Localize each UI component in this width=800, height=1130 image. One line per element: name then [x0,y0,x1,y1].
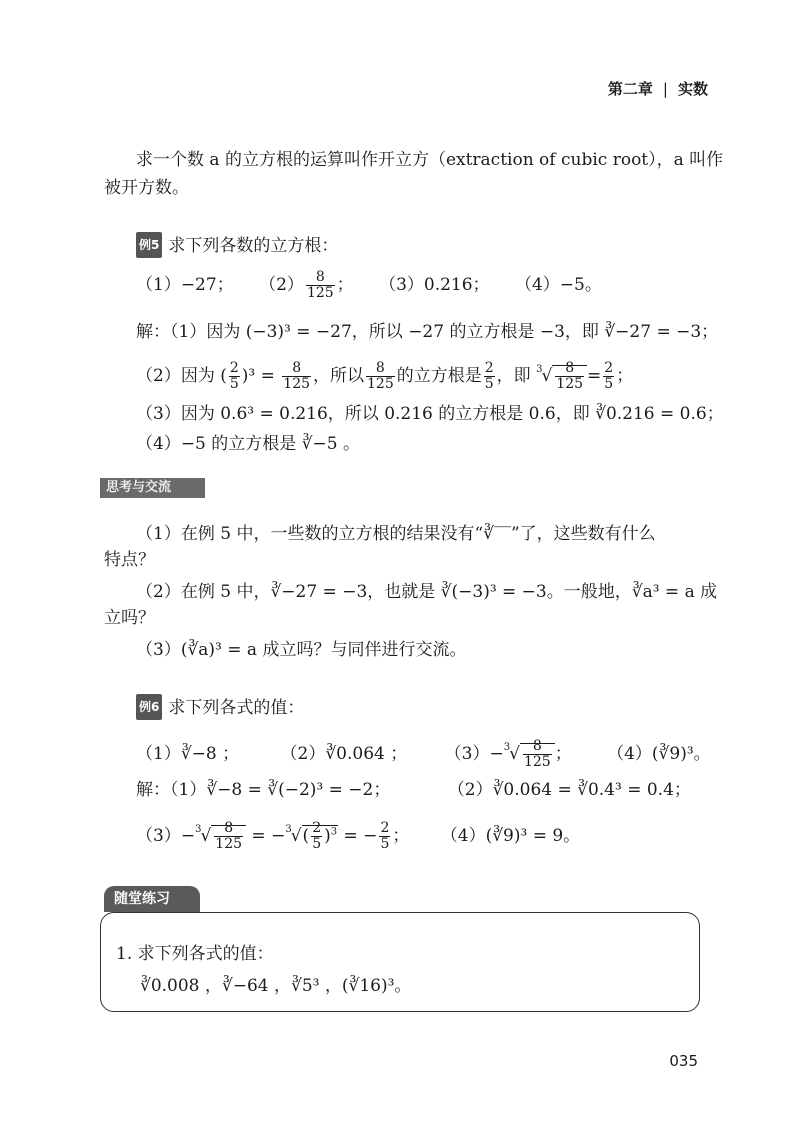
solution2-text-f: = [587,366,602,386]
fraction-8-125 [282,361,311,392]
fraction-numerator: 8 [306,270,335,286]
example6-solution-3-suffix: ； [392,826,410,846]
fraction-denominator: 5 [380,836,390,852]
radicand [552,360,587,392]
cube-root-index: 3 [195,824,202,835]
example5-prompt: 求下列各数的立方根： [168,236,339,256]
solution2-text-a: （2）因为 ( [136,366,227,386]
example5-item-2-prefix: （2） [259,275,304,295]
example5-solution-1: 解：（1）因为 (−3)³ = −27，所以 −27 的立方根是 −3，即 ∛−27 = −3； [136,322,719,342]
practice-question-1-items: ∛0.008 ，∛−64 ，∛5³ ，(∛16)³。 [140,976,412,996]
practice-tab: 随堂练习 [104,886,200,912]
fraction-numerator: 2 [229,360,239,376]
example6-tag: 例6 [136,694,162,720]
fraction-2-5 [311,821,322,852]
example5-tag: 例5 [136,232,162,258]
fraction-numerator: 8 [366,361,395,377]
cube-root-index: 3 [503,742,511,753]
header-separator: | [662,80,668,98]
solution2-text-g: ； [616,366,634,386]
running-header [608,78,708,99]
example6-prompt: 求下列各式的值： [168,698,305,718]
example5-item-4: （4）−5。 [514,275,602,295]
fraction-8-125 [366,361,395,392]
fraction-2-5 [379,821,390,852]
fraction-denominator: 125 [215,836,243,852]
think-question-3: （3）(∛a)³ = a 成立吗？与同伴进行交流。 [136,640,467,660]
example5-items [136,270,602,301]
fraction-denominator: 5 [604,376,614,392]
fraction-numerator: 8 [214,821,243,837]
fraction-8-125 [523,739,552,770]
example6-solution-row-1 [136,778,691,802]
think-question-2a: （2）在例 5 中，∛−27 = −3，也就是 ∛(−3)³ = −3。一般地，∛a³ = a 成 [136,582,718,602]
example6-solution-3-eq2: = − [343,826,378,846]
radicand [211,820,246,852]
think-question-1a: （1）在例 5 中，一些数的立方根的结果没有“∛‾‾”了，这些数有什么 [136,524,656,544]
solution2-text-b: )³ = [241,366,281,386]
example5-solution-2: （2）因为 ( $\frac{2}{5}$ )³ = $\frac{8}{125}$ ，所以 $\frac{8}{125}$ 的立方根是 $\frac{2}{5}$ ，即 $^3$√ $\frac{8}{125}$ = $\frac{2}{5}$ ； [136,360,634,392]
fraction-denominator: 5 [229,376,239,392]
fraction-numerator: 2 [312,820,322,836]
fraction-numerator: 2 [484,360,494,376]
example6-solution-3-prefix: （3）− [136,826,196,846]
example5-item-2-suffix: ； [336,275,354,295]
fraction-numerator: 8 [523,739,552,755]
cube-exponent: 3 [330,826,338,838]
think-banner: 思考与交流 [100,478,205,498]
solution2-text-d: 的立方根是 [396,366,482,386]
fraction-numerator: 2 [380,820,390,836]
example6-item-2: （2）∛0.064 ； [280,744,408,764]
example5-item-3: （3）0.216； [379,275,490,295]
fraction-denominator: 125 [523,754,551,770]
fraction-denominator: 125 [367,376,394,392]
example6-solution-4: （4）(∛9)³ = 9。 [440,826,581,846]
radicand: ( $\frac{2}{5}$ )$^3$ [302,820,338,852]
example6-heading [136,694,304,720]
think-question-1b: 特点？ [104,550,155,570]
fraction-numerator: 8 [282,361,311,377]
example6-items: （1）∛−8 ； （2）∛0.064 ； （3）−$^3$√ $\frac{8}{125}$ ； （4）(∛9)³。 [136,738,711,770]
example6-item-3-prefix: （3）− [444,744,504,764]
fraction-denominator: 5 [312,836,322,852]
example6-item-4: （4）(∛9)³。 [607,744,711,764]
example6-solution-row-2: （3）−$^3$√ $\frac{8}{125}$ = −$^3$√( $\frac{2}{5}$ )$^3$ = − $\frac{2}{5}$ ； （4）(∛9)³ = 9。 [136,820,581,852]
example5-heading [136,232,338,258]
cube-root-index: 3 [285,824,292,835]
fraction-2-5 [603,361,614,392]
fraction-8-125 [306,270,335,301]
example6-solution-2: （2）∛0.064 = ∛0.4³ = 0.4； [447,780,691,800]
example5-solution-4: （4）−5 的立方根是 ∛−5 。 [136,434,360,454]
intro-line-2: 被开方数。 [104,178,189,198]
fraction-denominator: 125 [283,376,311,392]
fraction-denominator: 125 [306,285,334,301]
fraction-numerator: 8 [555,361,584,377]
page-number: 035 [669,1052,698,1070]
example5-item-1: （1）−27； [136,275,234,295]
think-question-2b: 立吗？ [104,608,155,628]
fraction-8-125 [214,821,243,852]
example6-item-3-suffix: ； [554,744,572,764]
solution2-text-e: ，即 [496,366,531,386]
example6-item-1: （1）∛−8 ； [136,744,240,764]
fraction-denominator: 125 [556,376,584,392]
chapter-label: 第二章 [607,80,653,98]
fraction-denominator: 5 [484,376,494,392]
cube-root-index: 3 [536,364,543,375]
intro-line-1: 求一个数 a 的立方根的运算叫作开立方（extraction of cubic root），a 叫作 [136,150,724,170]
practice-question-1: 1. 求下列各式的值： [116,944,274,964]
fraction-2-5 [484,361,495,392]
example6-solution-1: 解：（1）∛−8 = ∛(−2)³ = −2； [136,780,391,800]
fraction-2-5 [229,361,240,392]
radicand [520,738,555,770]
example5-solution-3: （3）因为 0.6³ = 0.216，所以 0.216 的立方根是 0.6，即 ∛0.216 = 0.6； [136,404,724,424]
fraction-8-125 [555,361,584,392]
chapter-title: 实数 [677,80,708,98]
fraction-numerator: 2 [604,360,614,376]
example6-solution-3-eq1: = − [251,826,286,846]
solution2-text-c: ，所以 [313,366,365,386]
